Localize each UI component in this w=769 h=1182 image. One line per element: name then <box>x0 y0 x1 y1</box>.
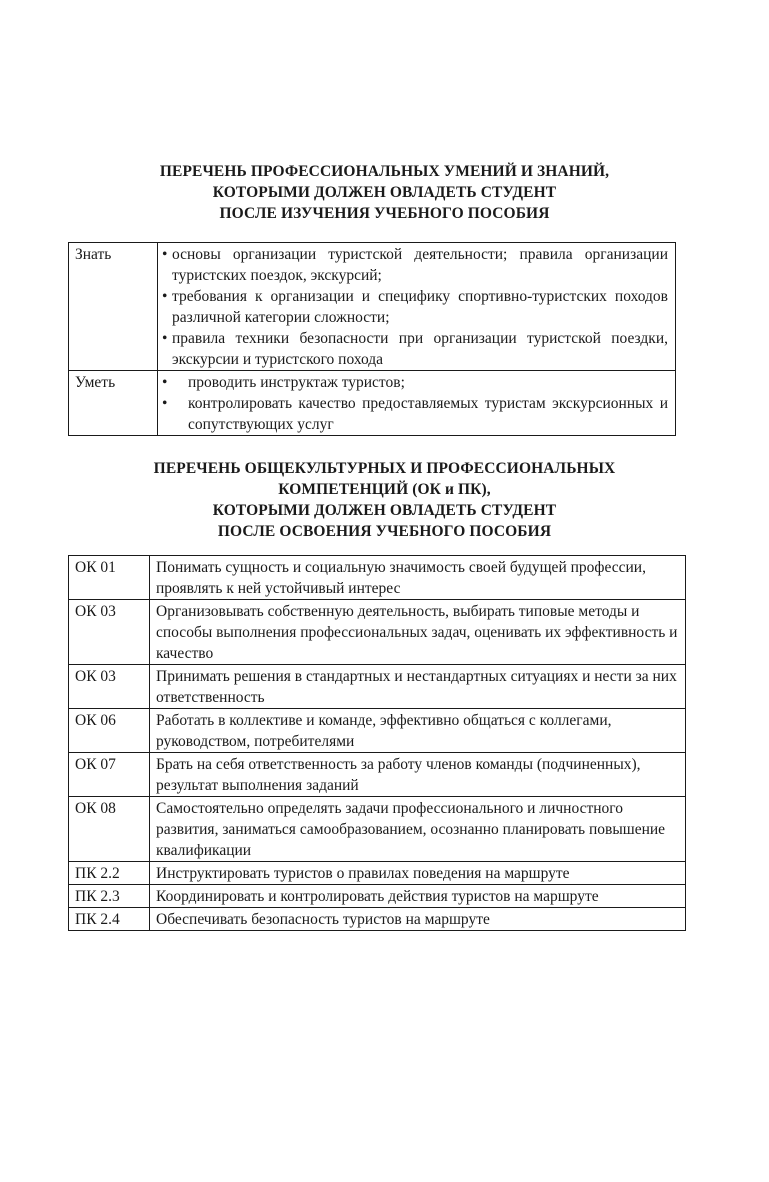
competency-code: ПК 2.3 <box>69 885 150 908</box>
bullet-icon: • <box>162 246 168 263</box>
competency-code: ОК 07 <box>69 753 150 797</box>
table-row <box>69 600 686 665</box>
category-cell: Уметь <box>69 371 158 436</box>
competency-code: ОК 03 <box>69 600 150 665</box>
table-row <box>69 556 686 600</box>
skills-table <box>68 242 676 436</box>
competency-code: ПК 2.4 <box>69 908 150 931</box>
competency-description: Работать в коллективе и команде, эффективно общаться с коллегами, руководством, потребителями <box>150 709 686 753</box>
table-row <box>69 753 686 797</box>
competency-code: ОК 01 <box>69 556 150 600</box>
competencies-heading-line: ПОСЛЕ ОСВОЕНИЯ УЧЕБНОГО ПОСОБИЯ <box>217 523 552 540</box>
table-row <box>69 665 686 709</box>
competency-description: Понимать сущность и социальную значимость своей будущей профессии, проявлять к ней устойчивый интерес <box>150 556 686 600</box>
bullet-icon: • <box>162 330 168 347</box>
competency-description: Принимать решения в стандартных и нестандартных ситуациях и нести за них ответственность <box>150 665 686 709</box>
skills-heading-line: ПОСЛЕ ИЗУЧЕНИЯ УЧЕБНОГО ПОСОБИЯ <box>219 205 550 222</box>
competency-code: ОК 08 <box>69 797 150 862</box>
competency-code: ПК 2.2 <box>69 862 150 885</box>
table-row <box>69 797 686 862</box>
competency-description: Организовывать собственную деятельность, выбирать типовые методы и способы выполнения профессиональных задач, оценивать их эффективность и качество <box>150 600 686 665</box>
list-item <box>162 372 668 393</box>
skills-heading <box>0 161 769 224</box>
list-item-text: требования к организации и специфику спортивно-туристских походов различной категории сложности; <box>172 288 668 326</box>
table-row <box>69 862 686 885</box>
table-row <box>69 371 676 436</box>
bullet-icon: • <box>162 288 168 305</box>
competencies-heading-line: КОТОРЫМИ ДОЛЖЕН ОВЛАДЕТЬ СТУДЕНТ <box>212 502 557 519</box>
category-cell: Знать <box>69 243 158 371</box>
table-row <box>69 885 686 908</box>
list-item-text: контролировать качество предоставляемых туристам экскурсионных и сопутствующих услуг <box>188 395 668 433</box>
bullet-icon: • <box>162 395 168 412</box>
competencies-table <box>68 555 686 931</box>
list-item <box>162 244 668 286</box>
bullet-icon: • <box>162 374 168 391</box>
competency-description: Брать на себя ответственность за работу членов команды (подчиненных), результат выполнения заданий <box>150 753 686 797</box>
items-cell <box>158 243 676 371</box>
items-cell <box>158 371 676 436</box>
competencies-heading <box>0 458 769 542</box>
competency-description: Инструктировать туристов о правилах поведения на маршруте <box>150 862 686 885</box>
competencies-heading-line: ПЕРЕЧЕНЬ ОБЩЕКУЛЬТУРНЫХ И ПРОФЕССИОНАЛЬНЫХ <box>153 460 616 477</box>
competency-description: Координировать и контролировать действия туристов на маршруте <box>150 885 686 908</box>
list-item <box>162 393 668 435</box>
table-row <box>69 243 676 371</box>
list-item <box>162 328 668 370</box>
competency-description: Самостоятельно определять задачи профессионального и личностного развития, заниматься самообразованием, осознанно планировать повышение квалификации <box>150 797 686 862</box>
competency-code: ОК 06 <box>69 709 150 753</box>
skills-heading-line: КОТОРЫМИ ДОЛЖЕН ОВЛАДЕТЬ СТУДЕНТ <box>212 184 557 201</box>
table-row <box>69 908 686 931</box>
competencies-heading-line: КОМПЕТЕНЦИЙ (ОК и ПК), <box>278 481 491 498</box>
skills-heading-line: ПЕРЕЧЕНЬ ПРОФЕССИОНАЛЬНЫХ УМЕНИЙ И ЗНАНИЙ, <box>159 163 610 180</box>
list-item-text: проводить инструктаж туристов; <box>188 374 405 391</box>
competency-description: Обеспечивать безопасность туристов на маршруте <box>150 908 686 931</box>
list-item-text: правила техники безопасности при организации туристской поездки, экскурсии и туристского похода <box>172 330 668 368</box>
competency-code: ОК 03 <box>69 665 150 709</box>
table-row <box>69 709 686 753</box>
list-item <box>162 286 668 328</box>
list-item-text: основы организации туристской деятельности; правила организации туристских поездок, экскурсий; <box>172 246 668 284</box>
